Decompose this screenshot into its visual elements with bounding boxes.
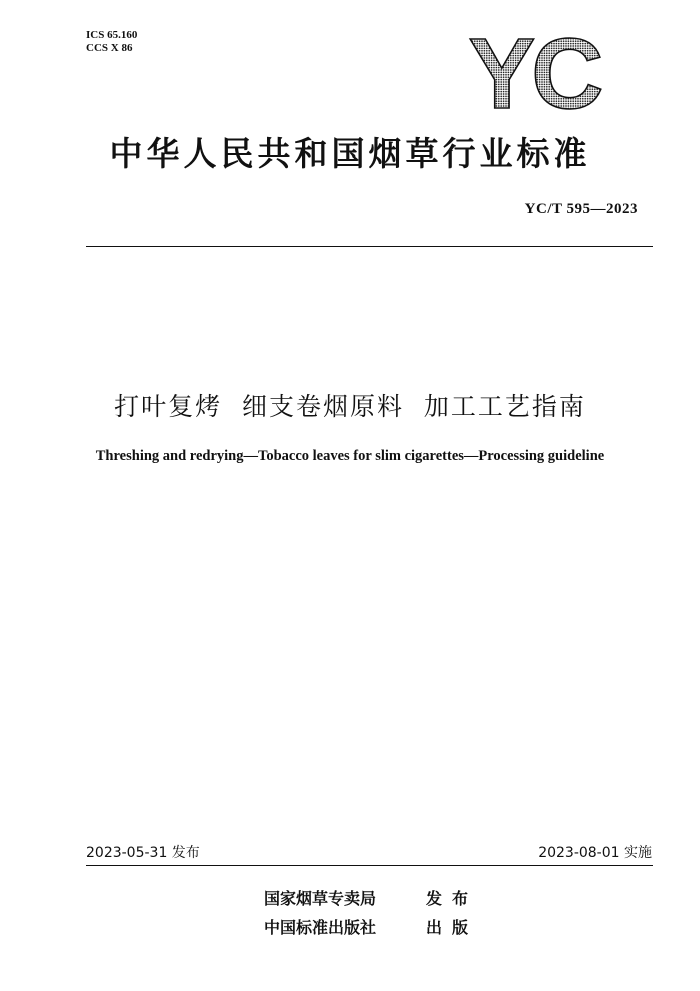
yc-logo xyxy=(464,28,604,112)
issuer-action: 发布 xyxy=(426,889,479,908)
ics-code: ICS 65.160 xyxy=(86,29,138,41)
publish-date: 2023-05-31 发布 xyxy=(86,845,200,861)
ccs-code: CCS X 86 xyxy=(86,42,133,54)
standard-category-title: 中华人民共和国烟草行业标准 xyxy=(109,134,591,173)
bottom-divider xyxy=(86,865,653,866)
logo-text: YC xyxy=(468,28,600,112)
document-title-chinese: 打叶复烤 细支卷烟原料 加工工艺指南 xyxy=(114,392,586,421)
top-divider xyxy=(86,246,653,247)
publisher-action: 出版 xyxy=(426,918,479,937)
implementation-date: 2023-08-01 实施 xyxy=(538,845,652,861)
classification-codes xyxy=(86,29,137,55)
publisher-row xyxy=(264,915,478,938)
issuer-row xyxy=(264,886,478,909)
issuing-organization: 国家烟草专卖局 xyxy=(264,889,377,908)
document-title-english: Threshing and redrying—Tobacco leaves for slim cigarettes—Processing guideline xyxy=(95,448,605,464)
publishing-organization: 中国标准出版社 xyxy=(264,918,377,937)
standard-number: YC/T 595—2023 xyxy=(524,201,638,217)
